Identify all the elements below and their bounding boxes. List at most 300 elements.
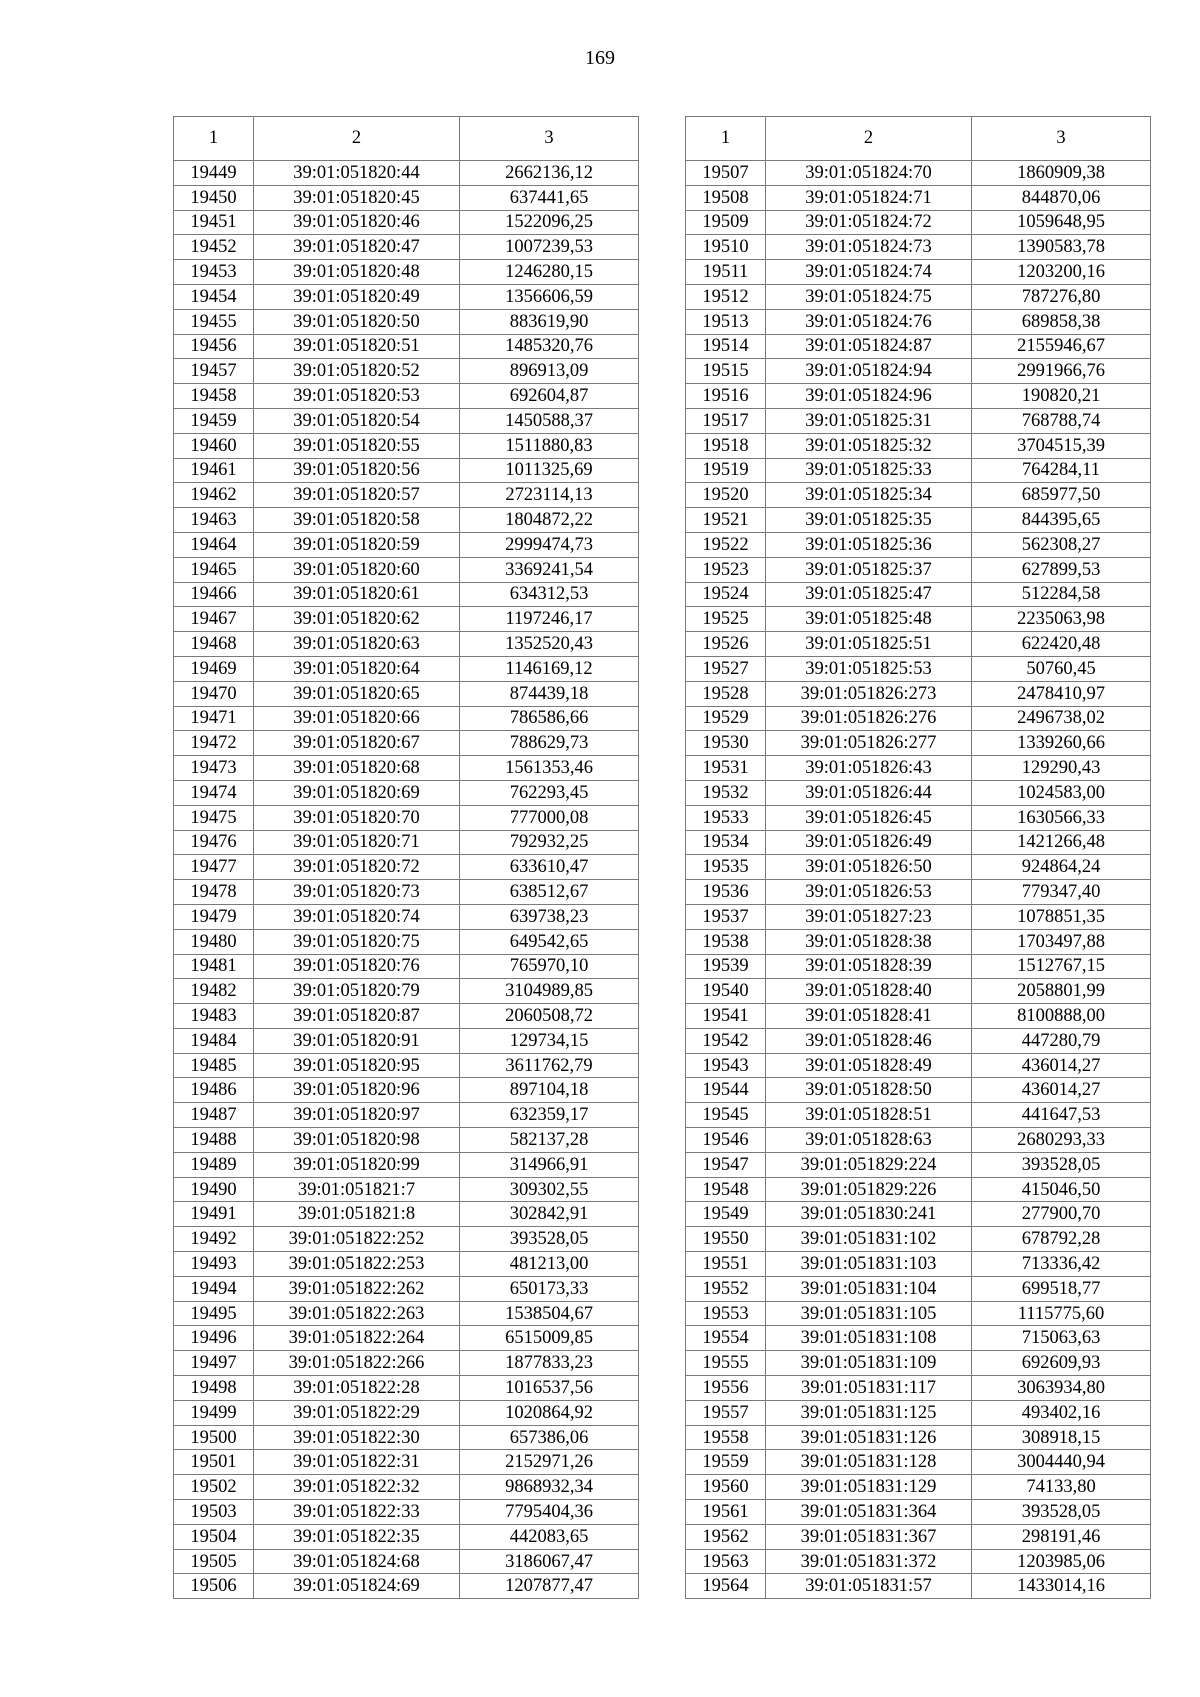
cell-row-number: 19541 — [686, 1004, 766, 1029]
cell-cadastral-value: 692609,93 — [972, 1351, 1151, 1376]
table-row — [686, 1152, 1151, 1177]
cell-cadastral-value: 897104,18 — [460, 1078, 639, 1103]
cell-row-number: 19515 — [686, 359, 766, 384]
cell-cadastral-value: 447280,79 — [972, 1028, 1151, 1053]
cell-cadastral-value: 924864,24 — [972, 855, 1151, 880]
cell-cadastral-value: 2991966,76 — [972, 359, 1151, 384]
cell-cadastral-number: 39:01:051825:33 — [766, 458, 972, 483]
table-row — [686, 433, 1151, 458]
cell-row-number: 19469 — [174, 656, 254, 681]
table-row — [174, 408, 639, 433]
cell-cadastral-value: 650173,33 — [460, 1276, 639, 1301]
column-header-cadastral: 2 — [254, 117, 460, 161]
cell-cadastral-value: 1115775,60 — [972, 1301, 1151, 1326]
cell-row-number: 19452 — [174, 235, 254, 260]
cell-cadastral-value: 9868932,34 — [460, 1475, 639, 1500]
cell-cadastral-value: 1024583,00 — [972, 780, 1151, 805]
cell-cadastral-value: 481213,00 — [460, 1252, 639, 1277]
cell-cadastral-value: 1339260,66 — [972, 731, 1151, 756]
table-row — [686, 1425, 1151, 1450]
column-header-number: 1 — [174, 117, 254, 161]
cell-cadastral-number: 39:01:051822:30 — [254, 1425, 460, 1450]
page-number: 169 — [585, 47, 615, 69]
cell-row-number: 19548 — [686, 1177, 766, 1202]
cell-cadastral-value: 2060508,72 — [460, 1004, 639, 1029]
cell-cadastral-number: 39:01:051822:263 — [254, 1301, 460, 1326]
cell-cadastral-number: 39:01:051831:117 — [766, 1376, 972, 1401]
table-row — [174, 1177, 639, 1202]
cell-row-number: 19464 — [174, 532, 254, 557]
cell-row-number: 19480 — [174, 929, 254, 954]
cell-cadastral-number: 39:01:051831:109 — [766, 1351, 972, 1376]
table-row — [174, 830, 639, 855]
cell-cadastral-value: 874439,18 — [460, 681, 639, 706]
table-row — [174, 1574, 639, 1599]
cell-cadastral-number: 39:01:051826:276 — [766, 706, 972, 731]
cell-row-number: 19561 — [686, 1500, 766, 1525]
cell-cadastral-value: 638512,67 — [460, 880, 639, 905]
cell-cadastral-value: 2723114,13 — [460, 483, 639, 508]
cell-cadastral-number: 39:01:051826:273 — [766, 681, 972, 706]
cell-cadastral-number: 39:01:051825:34 — [766, 483, 972, 508]
cell-cadastral-number: 39:01:051826:49 — [766, 830, 972, 855]
cell-cadastral-value: 713336,42 — [972, 1252, 1151, 1277]
cell-cadastral-number: 39:01:051820:87 — [254, 1004, 460, 1029]
cell-cadastral-number: 39:01:051828:49 — [766, 1053, 972, 1078]
cell-cadastral-number: 39:01:051831:367 — [766, 1524, 972, 1549]
cell-cadastral-value: 2478410,97 — [972, 681, 1151, 706]
cell-cadastral-value: 715063,63 — [972, 1326, 1151, 1351]
table-row — [686, 1028, 1151, 1053]
table-row — [686, 1177, 1151, 1202]
cell-cadastral-number: 39:01:051824:72 — [766, 210, 972, 235]
cell-row-number: 19537 — [686, 904, 766, 929]
cell-cadastral-number: 39:01:051824:70 — [766, 161, 972, 186]
table-row — [174, 1028, 639, 1053]
cell-row-number: 19528 — [686, 681, 766, 706]
cell-cadastral-number: 39:01:051821:7 — [254, 1177, 460, 1202]
cell-cadastral-number: 39:01:051820:71 — [254, 830, 460, 855]
cell-cadastral-value: 637441,65 — [460, 185, 639, 210]
cell-cadastral-value: 765970,10 — [460, 954, 639, 979]
cell-cadastral-number: 39:01:051824:73 — [766, 235, 972, 260]
cell-cadastral-value: 562308,27 — [972, 532, 1151, 557]
table-row — [686, 557, 1151, 582]
table-row — [174, 1376, 639, 1401]
table-row — [174, 1475, 639, 1500]
table-row — [174, 1400, 639, 1425]
cell-cadastral-value: 689858,38 — [972, 309, 1151, 334]
cell-cadastral-value: 3704515,39 — [972, 433, 1151, 458]
cell-row-number: 19457 — [174, 359, 254, 384]
cell-row-number: 19511 — [686, 260, 766, 285]
cell-row-number: 19501 — [174, 1450, 254, 1475]
table-row — [174, 210, 639, 235]
table-row — [174, 929, 639, 954]
column-header-value: 3 — [460, 117, 639, 161]
table-row — [174, 508, 639, 533]
cell-cadastral-value: 1016537,56 — [460, 1376, 639, 1401]
cell-row-number: 19552 — [686, 1276, 766, 1301]
cell-cadastral-number: 39:01:051820:57 — [254, 483, 460, 508]
cell-cadastral-value: 786586,66 — [460, 706, 639, 731]
cell-row-number: 19502 — [174, 1475, 254, 1500]
cell-row-number: 19534 — [686, 830, 766, 855]
cell-row-number: 19554 — [686, 1326, 766, 1351]
table-row — [686, 929, 1151, 954]
cell-row-number: 19498 — [174, 1376, 254, 1401]
cell-cadastral-number: 39:01:051828:39 — [766, 954, 972, 979]
table-row — [174, 1053, 639, 1078]
cell-row-number: 19551 — [686, 1252, 766, 1277]
cell-row-number: 19559 — [686, 1450, 766, 1475]
table-row — [174, 1004, 639, 1029]
table-row — [686, 1450, 1151, 1475]
cell-row-number: 19472 — [174, 731, 254, 756]
table-row — [686, 185, 1151, 210]
cell-cadastral-value: 692604,87 — [460, 384, 639, 409]
table-row — [174, 1227, 639, 1252]
cell-cadastral-number: 39:01:051825:35 — [766, 508, 972, 533]
cell-row-number: 19476 — [174, 830, 254, 855]
cell-row-number: 19504 — [174, 1524, 254, 1549]
table-row — [686, 1004, 1151, 1029]
cell-row-number: 19470 — [174, 681, 254, 706]
cell-cadastral-value: 302842,91 — [460, 1202, 639, 1227]
cell-row-number: 19460 — [174, 433, 254, 458]
table-row — [174, 681, 639, 706]
cell-cadastral-number: 39:01:051822:264 — [254, 1326, 460, 1351]
cell-cadastral-value: 277900,70 — [972, 1202, 1151, 1227]
cell-cadastral-value: 582137,28 — [460, 1128, 639, 1153]
cell-cadastral-value: 2662136,12 — [460, 161, 639, 186]
cell-cadastral-number: 39:01:051824:69 — [254, 1574, 460, 1599]
cell-cadastral-value: 415046,50 — [972, 1177, 1151, 1202]
cell-row-number: 19485 — [174, 1053, 254, 1078]
table-row — [174, 1326, 639, 1351]
cell-cadastral-value: 1207877,47 — [460, 1574, 639, 1599]
cell-cadastral-number: 39:01:051826:50 — [766, 855, 972, 880]
cell-cadastral-number: 39:01:051820:75 — [254, 929, 460, 954]
cell-cadastral-number: 39:01:051820:47 — [254, 235, 460, 260]
cell-row-number: 19475 — [174, 805, 254, 830]
table-row — [686, 582, 1151, 607]
cell-cadastral-number: 39:01:051822:266 — [254, 1351, 460, 1376]
table-row — [686, 1351, 1151, 1376]
cell-cadastral-value: 844395,65 — [972, 508, 1151, 533]
cell-row-number: 19546 — [686, 1128, 766, 1153]
cell-cadastral-number: 39:01:051820:65 — [254, 681, 460, 706]
cell-row-number: 19466 — [174, 582, 254, 607]
table-row — [174, 557, 639, 582]
cell-cadastral-number: 39:01:051820:52 — [254, 359, 460, 384]
cell-row-number: 19450 — [174, 185, 254, 210]
cell-cadastral-number: 39:01:051820:61 — [254, 582, 460, 607]
cell-cadastral-value: 622420,48 — [972, 632, 1151, 657]
cell-cadastral-value: 3186067,47 — [460, 1549, 639, 1574]
cell-row-number: 19563 — [686, 1549, 766, 1574]
cell-row-number: 19449 — [174, 161, 254, 186]
cell-cadastral-value: 1433014,16 — [972, 1574, 1151, 1599]
cell-cadastral-number: 39:01:051824:75 — [766, 284, 972, 309]
cell-cadastral-value: 844870,06 — [972, 185, 1151, 210]
cell-cadastral-value: 129734,15 — [460, 1028, 639, 1053]
table-row — [686, 1078, 1151, 1103]
cell-cadastral-value: 883619,90 — [460, 309, 639, 334]
table-row — [174, 904, 639, 929]
cell-cadastral-number: 39:01:051822:32 — [254, 1475, 460, 1500]
table-row — [174, 309, 639, 334]
cell-cadastral-number: 39:01:051820:70 — [254, 805, 460, 830]
cell-cadastral-value: 3369241,54 — [460, 557, 639, 582]
cell-cadastral-number: 39:01:051831:126 — [766, 1425, 972, 1450]
cell-cadastral-value: 442083,65 — [460, 1524, 639, 1549]
cell-cadastral-value: 50760,45 — [972, 656, 1151, 681]
cell-cadastral-number: 39:01:051824:74 — [766, 260, 972, 285]
cell-cadastral-number: 39:01:051820:62 — [254, 607, 460, 632]
table-row — [174, 1351, 639, 1376]
cell-cadastral-number: 39:01:051825:53 — [766, 656, 972, 681]
cell-cadastral-value: 7795404,36 — [460, 1500, 639, 1525]
cell-cadastral-number: 39:01:051820:58 — [254, 508, 460, 533]
cell-cadastral-value: 678792,28 — [972, 1227, 1151, 1252]
table-row — [686, 1549, 1151, 1574]
cell-cadastral-value: 1561353,46 — [460, 756, 639, 781]
register-table-left — [173, 116, 639, 1599]
cell-cadastral-value: 1703497,88 — [972, 929, 1151, 954]
cell-cadastral-value: 1512767,15 — [972, 954, 1151, 979]
column-header-value: 3 — [972, 117, 1151, 161]
cell-row-number: 19492 — [174, 1227, 254, 1252]
table-row — [174, 1152, 639, 1177]
cell-row-number: 19495 — [174, 1301, 254, 1326]
cell-cadastral-value: 896913,09 — [460, 359, 639, 384]
cell-row-number: 19538 — [686, 929, 766, 954]
cell-cadastral-number: 39:01:051820:74 — [254, 904, 460, 929]
table-row — [686, 1276, 1151, 1301]
table-row — [686, 656, 1151, 681]
cell-row-number: 19477 — [174, 855, 254, 880]
cell-cadastral-number: 39:01:051820:44 — [254, 161, 460, 186]
cell-cadastral-number: 39:01:051820:55 — [254, 433, 460, 458]
cell-row-number: 19514 — [686, 334, 766, 359]
cell-cadastral-value: 777000,08 — [460, 805, 639, 830]
cell-cadastral-number: 39:01:051820:76 — [254, 954, 460, 979]
cell-cadastral-number: 39:01:051820:99 — [254, 1152, 460, 1177]
cell-cadastral-value: 764284,11 — [972, 458, 1151, 483]
table-row — [686, 1574, 1151, 1599]
table-row — [686, 1326, 1151, 1351]
cell-row-number: 19507 — [686, 161, 766, 186]
cell-row-number: 19484 — [174, 1028, 254, 1053]
cell-row-number: 19468 — [174, 632, 254, 657]
cell-cadastral-number: 39:01:051822:33 — [254, 1500, 460, 1525]
cell-row-number: 19505 — [174, 1549, 254, 1574]
table-body — [686, 161, 1151, 1599]
table-row — [686, 632, 1151, 657]
table-row — [686, 1500, 1151, 1525]
table-row — [686, 1202, 1151, 1227]
cell-row-number: 19524 — [686, 582, 766, 607]
cell-cadastral-number: 39:01:051820:63 — [254, 632, 460, 657]
table-header — [686, 117, 1151, 161]
table-row — [174, 805, 639, 830]
cell-cadastral-number: 39:01:051825:47 — [766, 582, 972, 607]
cell-row-number: 19549 — [686, 1202, 766, 1227]
cell-cadastral-value: 2058801,99 — [972, 979, 1151, 1004]
table-row — [174, 384, 639, 409]
cell-cadastral-value: 1246280,15 — [460, 260, 639, 285]
cell-cadastral-value: 2235063,98 — [972, 607, 1151, 632]
cell-row-number: 19560 — [686, 1475, 766, 1500]
cell-row-number: 19453 — [174, 260, 254, 285]
cell-row-number: 19553 — [686, 1301, 766, 1326]
cell-cadastral-number: 39:01:051825:32 — [766, 433, 972, 458]
cell-row-number: 19526 — [686, 632, 766, 657]
cell-row-number: 19562 — [686, 1524, 766, 1549]
cell-cadastral-number: 39:01:051826:277 — [766, 731, 972, 756]
cell-row-number: 19481 — [174, 954, 254, 979]
table-row — [174, 731, 639, 756]
table-row — [174, 235, 639, 260]
cell-row-number: 19557 — [686, 1400, 766, 1425]
cell-cadastral-value: 3104989,85 — [460, 979, 639, 1004]
cell-cadastral-value: 308918,15 — [972, 1425, 1151, 1450]
cell-cadastral-number: 39:01:051825:31 — [766, 408, 972, 433]
table-row — [174, 185, 639, 210]
cell-cadastral-value: 436014,27 — [972, 1078, 1151, 1103]
cell-cadastral-number: 39:01:051831:102 — [766, 1227, 972, 1252]
column-header-cadastral: 2 — [766, 117, 972, 161]
cell-row-number: 19455 — [174, 309, 254, 334]
cell-cadastral-number: 39:01:051824:76 — [766, 309, 972, 334]
cell-cadastral-number: 39:01:051820:69 — [254, 780, 460, 805]
table-row — [174, 954, 639, 979]
cell-cadastral-number: 39:01:051825:48 — [766, 607, 972, 632]
cell-row-number: 19525 — [686, 607, 766, 632]
cell-cadastral-number: 39:01:051831:129 — [766, 1475, 972, 1500]
cell-cadastral-number: 39:01:051828:51 — [766, 1103, 972, 1128]
register-table-right — [685, 116, 1151, 1599]
cell-cadastral-number: 39:01:051826:45 — [766, 805, 972, 830]
table-row — [686, 880, 1151, 905]
table-row — [686, 483, 1151, 508]
cell-row-number: 19473 — [174, 756, 254, 781]
table-row — [686, 235, 1151, 260]
table-row — [686, 1053, 1151, 1078]
cell-row-number: 19458 — [174, 384, 254, 409]
cell-row-number: 19523 — [686, 557, 766, 582]
cell-cadastral-value: 3004440,94 — [972, 1450, 1151, 1475]
cell-row-number: 19490 — [174, 1177, 254, 1202]
table-row — [686, 334, 1151, 359]
table-row — [174, 1276, 639, 1301]
cell-cadastral-value: 493402,16 — [972, 1400, 1151, 1425]
cell-cadastral-value: 1390583,78 — [972, 235, 1151, 260]
table-row — [174, 433, 639, 458]
table-row — [174, 979, 639, 1004]
cell-row-number: 19493 — [174, 1252, 254, 1277]
table-row — [174, 1450, 639, 1475]
cell-cadastral-number: 39:01:051828:38 — [766, 929, 972, 954]
table-row — [686, 210, 1151, 235]
cell-cadastral-value: 699518,77 — [972, 1276, 1151, 1301]
cell-row-number: 19556 — [686, 1376, 766, 1401]
cell-row-number: 19532 — [686, 780, 766, 805]
cell-cadastral-number: 39:01:051820:49 — [254, 284, 460, 309]
cell-cadastral-value: 1352520,43 — [460, 632, 639, 657]
cell-cadastral-value: 6515009,85 — [460, 1326, 639, 1351]
cell-cadastral-number: 39:01:051820:45 — [254, 185, 460, 210]
cell-cadastral-number: 39:01:051828:50 — [766, 1078, 972, 1103]
table-row — [686, 508, 1151, 533]
table-row — [686, 1103, 1151, 1128]
cell-cadastral-number: 39:01:051831:364 — [766, 1500, 972, 1525]
cell-row-number: 19536 — [686, 880, 766, 905]
cell-row-number: 19521 — [686, 508, 766, 533]
cell-cadastral-value: 779347,40 — [972, 880, 1151, 905]
cell-cadastral-value: 1203985,06 — [972, 1549, 1151, 1574]
table-row — [686, 780, 1151, 805]
table-row — [174, 582, 639, 607]
cell-row-number: 19512 — [686, 284, 766, 309]
cell-cadastral-number: 39:01:051824:94 — [766, 359, 972, 384]
cell-row-number: 19547 — [686, 1152, 766, 1177]
cell-row-number: 19517 — [686, 408, 766, 433]
table-row — [174, 632, 639, 657]
table-row — [686, 1128, 1151, 1153]
table-row — [174, 161, 639, 186]
cell-cadastral-number: 39:01:051820:96 — [254, 1078, 460, 1103]
cell-cadastral-number: 39:01:051831:128 — [766, 1450, 972, 1475]
cell-row-number: 19535 — [686, 855, 766, 880]
cell-row-number: 19513 — [686, 309, 766, 334]
cell-cadastral-number: 39:01:051820:98 — [254, 1128, 460, 1153]
cell-row-number: 19555 — [686, 1351, 766, 1376]
cell-cadastral-value: 393528,05 — [460, 1227, 639, 1252]
cell-cadastral-number: 39:01:051820:73 — [254, 880, 460, 905]
table-row — [174, 532, 639, 557]
table-row — [686, 384, 1151, 409]
cell-cadastral-number: 39:01:051820:64 — [254, 656, 460, 681]
cell-row-number: 19564 — [686, 1574, 766, 1599]
cell-row-number: 19527 — [686, 656, 766, 681]
table-row — [174, 1425, 639, 1450]
table-row — [174, 483, 639, 508]
cell-row-number: 19500 — [174, 1425, 254, 1450]
cell-cadastral-number: 39:01:051831:125 — [766, 1400, 972, 1425]
cell-row-number: 19451 — [174, 210, 254, 235]
table-row — [686, 359, 1151, 384]
table-row — [686, 1227, 1151, 1252]
table-row — [174, 1524, 639, 1549]
cell-cadastral-value: 632359,17 — [460, 1103, 639, 1128]
table-row — [686, 458, 1151, 483]
table-row — [174, 855, 639, 880]
table-row — [174, 334, 639, 359]
table-row — [686, 607, 1151, 632]
cell-cadastral-number: 39:01:051831:103 — [766, 1252, 972, 1277]
cell-cadastral-value: 792932,25 — [460, 830, 639, 855]
cell-row-number: 19467 — [174, 607, 254, 632]
cell-cadastral-value: 1450588,37 — [460, 408, 639, 433]
cell-cadastral-number: 39:01:051826:44 — [766, 780, 972, 805]
cell-row-number: 19497 — [174, 1351, 254, 1376]
cell-cadastral-value: 1511880,83 — [460, 433, 639, 458]
cell-cadastral-number: 39:01:051825:37 — [766, 557, 972, 582]
cell-cadastral-value: 3611762,79 — [460, 1053, 639, 1078]
cell-row-number: 19465 — [174, 557, 254, 582]
